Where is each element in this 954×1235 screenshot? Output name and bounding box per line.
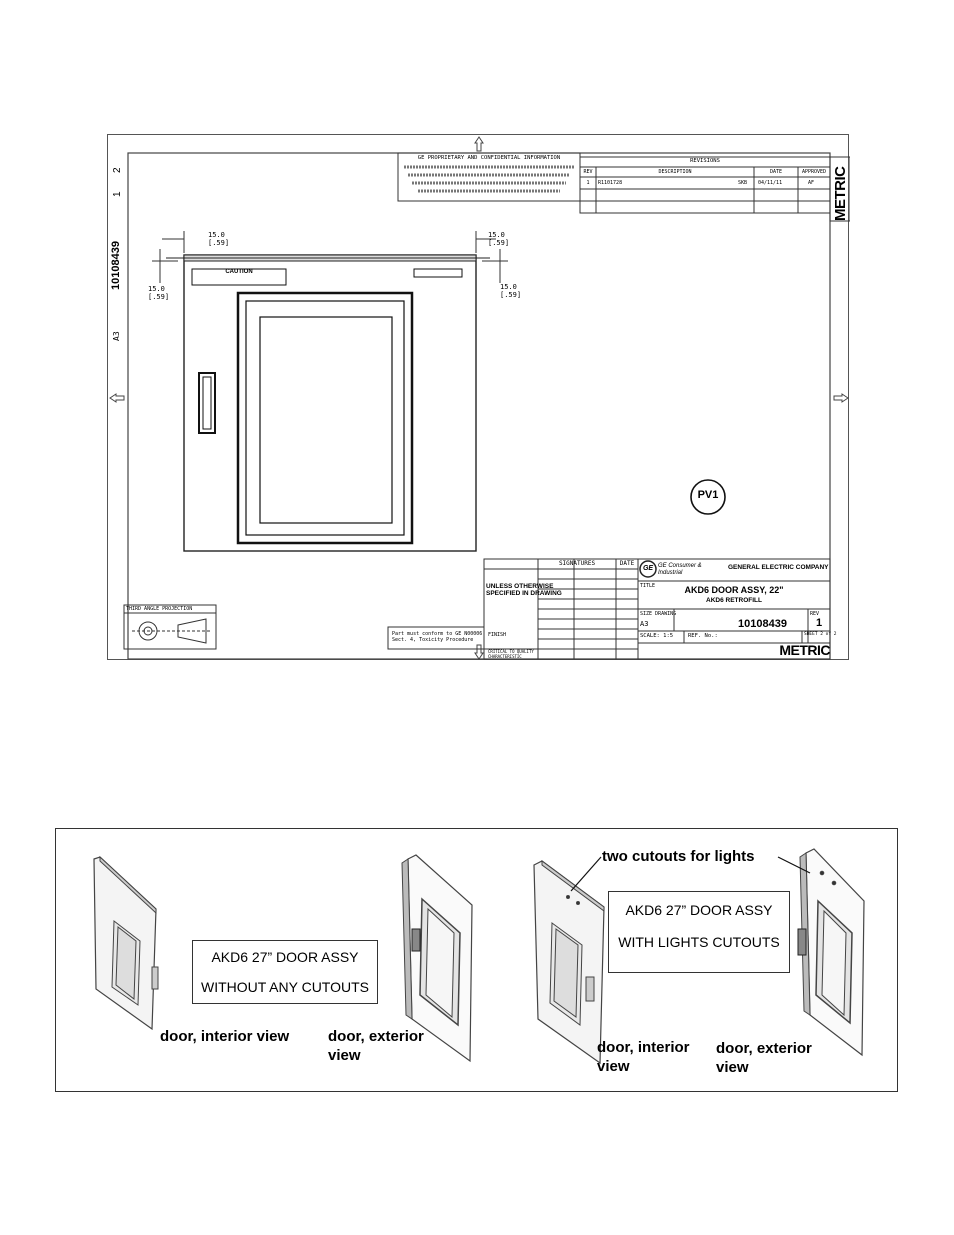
caution-label: CAUTION bbox=[225, 269, 253, 275]
drawing-linework bbox=[108, 135, 850, 661]
rev-label: REV bbox=[810, 611, 820, 617]
sheet-label: SHEET 2 of 2 bbox=[804, 632, 837, 637]
part-note: Part must conform to GE N00006 Sect. 4, Toxicity Procedure bbox=[392, 631, 483, 643]
rev-value: 1 bbox=[586, 180, 590, 186]
rev-header: REV bbox=[583, 169, 593, 175]
third-angle-label: THIRD ANGLE PROJECTION bbox=[126, 606, 193, 612]
signatures-header: SIGNATURES bbox=[558, 560, 596, 567]
drawing-number: 10108439 bbox=[738, 618, 787, 630]
cutouts-label: two cutouts for lights bbox=[602, 848, 755, 865]
right-interior-caption: door, interior view bbox=[597, 1039, 690, 1075]
finish-label: FINISH bbox=[488, 632, 507, 638]
scale-label: SCALE: 1:5 bbox=[640, 633, 674, 639]
left-assy-label: AKD6 27” DOOR ASSY WITHOUT ANY CUTOUTS bbox=[192, 940, 378, 1004]
dimension-left: 15.0 [.59] bbox=[148, 285, 170, 301]
right-interior-door bbox=[534, 861, 604, 1063]
right-exterior-caption: door, exterior view bbox=[716, 1040, 812, 1076]
door-assy-panel bbox=[55, 828, 898, 1092]
ref-label: REF. No.: bbox=[688, 633, 718, 639]
size-value: A3 bbox=[640, 620, 649, 628]
left-strip-size: A3 bbox=[112, 331, 121, 341]
drawing-subtitle: AKD6 RETROFILL bbox=[706, 597, 762, 604]
approved-value: AF bbox=[808, 180, 815, 186]
dimension-top-right: 15.0 [.59] bbox=[488, 231, 510, 247]
title-label: TITLE bbox=[640, 583, 656, 589]
dimension-top-left: 15.0 [.59] bbox=[208, 231, 230, 247]
company-sub: GE Consumer & Industrial bbox=[658, 563, 702, 576]
dimension-right: 15.0 [.59] bbox=[500, 283, 522, 299]
description-header: DESCRIPTION bbox=[658, 169, 692, 175]
pv1-label: PV1 bbox=[697, 489, 719, 501]
left-strip bbox=[110, 230, 126, 290]
right-exterior-door bbox=[798, 849, 864, 1055]
proprietary-title: GE PROPRIETARY AND CONFIDENTIAL INFORMATION bbox=[417, 155, 561, 161]
approved-header: APPROVED bbox=[801, 169, 827, 175]
metric-vertical-label: METRIC bbox=[832, 166, 849, 221]
left-interior-door bbox=[94, 857, 158, 1029]
critical-label: CRITICAL TO QUALITY CHARACTERISTIC bbox=[488, 649, 534, 659]
revisions-title: REVISIONS bbox=[690, 158, 720, 164]
date-header: DATE bbox=[769, 169, 783, 175]
right-assy-label: AKD6 27” DOOR ASSY WITH LIGHTS CUTOUTS bbox=[608, 891, 790, 973]
left-strip-number: 10108439 bbox=[110, 241, 122, 290]
left-strip-rev: 1 bbox=[112, 191, 123, 197]
unless-otherwise-note: UNLESS OTHERWISE SPECIFIED IN DRAWING bbox=[486, 583, 562, 597]
title-block-date-header: DATE bbox=[619, 560, 635, 567]
company-name: GENERAL ELECTRIC COMPANY bbox=[728, 564, 829, 571]
size-label: SIZE DRAWING bbox=[640, 611, 677, 617]
left-strip-sheet: 2 bbox=[112, 167, 123, 173]
drawing-title: AKD6 DOOR ASSY, 22" bbox=[684, 585, 784, 595]
left-exterior-caption: door, exterior view bbox=[328, 1028, 424, 1064]
engineering-drawing bbox=[107, 134, 849, 660]
bottom-metric-label: METRIC bbox=[779, 642, 830, 658]
rev-number: 1 bbox=[816, 617, 823, 629]
left-interior-caption: door, interior view bbox=[160, 1028, 290, 1045]
initials-value: SKB bbox=[738, 180, 748, 186]
ge-logo: GE bbox=[642, 565, 654, 572]
description-value: R1101728 bbox=[598, 180, 623, 186]
date-value: 04/11/11 bbox=[758, 180, 783, 186]
